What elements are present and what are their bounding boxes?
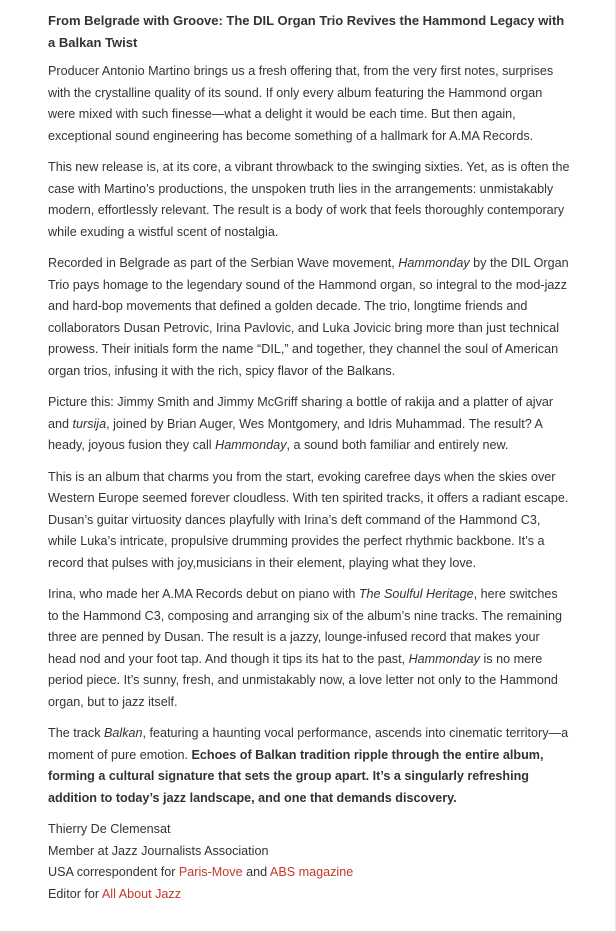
- author-editor: [48, 884, 570, 906]
- paris-move-link[interactable]: Paris-Move: [178, 865, 243, 879]
- soulful-heritage-italic: The Soulful Heritage: [358, 587, 474, 601]
- album-title-italic: Hammonday: [398, 256, 470, 270]
- tursija-italic: tursija: [72, 416, 107, 431]
- all-about-jazz-link[interactable]: All About Jazz: [101, 886, 182, 901]
- bold-conclusion: Echoes of Balkan tradition ripple through the entire album, forming a cultural signature that sets the group apart. It’s a singularly refreshing addition to today’s jazz landscape, and one that demands discovery.: [48, 747, 544, 805]
- text-run: Recorded in Belgrade as part of the Serbian Wave movement,: [48, 256, 399, 270]
- text-run: is no mere period piece. It’s sunny, fresh, and unmistakably now, a love letter not only to the Hammond organ, but to jazz itself.: [48, 651, 558, 709]
- article-body: [48, 10, 570, 905]
- paragraph-picture-this: [48, 392, 570, 457]
- paragraph-balkan: [48, 723, 570, 809]
- abs-magazine-link[interactable]: ABS magazine: [269, 865, 354, 879]
- album-title-italic: Hammonday: [215, 438, 287, 452]
- author-membership: Member at Jazz Journalists Association: [48, 843, 269, 858]
- author-correspondent: [48, 862, 570, 884]
- text-run: The track: [48, 726, 104, 740]
- text-run: Picture this: Jimmy Smith and Jimmy McGriff sharing a bottle of rakija and a platter of ajvar and: [48, 395, 554, 431]
- paragraph-charms: This is an album that charms you from the start, evoking carefree days when the skies over Western Europe seemed forever cloudless. With ten spirited tracks, it offers a radiant escape. Dusan’s guitar virtuosity dances playfully with Irina’s deft command of the Hammond C3, while Luka’s intricate, propulsive drumming provides the perfect rhythmic backbone. It’s a record that pulses with joy,musicians in their element, playing what they love.: [48, 469, 569, 570]
- text-run: , a sound both familiar and entirely new.: [286, 438, 509, 452]
- author-name: Thierry De Clemensat: [48, 822, 171, 836]
- paragraph-belgrade: [48, 253, 570, 382]
- text-run: USA correspondent for: [48, 865, 179, 879]
- text-run: , here switches to the Hammond C3, composing and arranging six of the album’s nine tracks. The remaining three are penned by Dusan. The result is a jazzy, lounge-infused record that makes your head nod and your foot tap. And though it tips its hat to the past,: [48, 587, 563, 666]
- paragraph-intro: Producer Antonio Martino brings us a fresh offering that, from the very first notes, surprises with the crystalline quality of its sound. If only every album featuring the Hammond organ were mixed with such finesse—what a delight it would be each time. But then again, exceptional sound engineering has become something of a hallmark for A.MA Records.: [48, 64, 554, 143]
- text-run: Irina, who made her A.MA Records debut on piano with: [48, 587, 359, 601]
- text-run: , joined by Brian Auger, Wes Montgomery, and Idris Muhammad. The result? A heady, joyous fusion they call: [48, 416, 543, 452]
- text-run: , featuring a haunting vocal performance, ascends into cinematic territory—a moment of pure emotion.: [48, 726, 569, 762]
- text-run: and: [242, 865, 270, 879]
- author-signature: [48, 819, 570, 905]
- album-title-italic: Hammonday: [408, 651, 480, 666]
- text-run: by the DIL Organ Trio pays homage to the legendary sound of the Hammond organ, so integral to the mod-jazz and hard-bop movements that defined a golden decade. The trio, longtime friends and collaborators Dusan Petrovic, Irina Pavlovic, and Luka Jovicic bring more than just technical prowess. Their initials form the name “DIL,” and together, they channel the soul of American organ trios, infusing it with the rich, spicy flavor of the Balkans.: [48, 256, 569, 378]
- paragraph-sixties: This new release is, at its core, a vibrant throwback to the swinging sixties. Yet, as is often the case with Martino’s productions, the unspoken truth lies in the arrangements: unmistakably modern, effortlessly relevant. The result is a body of work that feels thoroughly contemporary while exuding a wistful scent of nostalgia.: [48, 160, 570, 239]
- balkan-track-italic: Balkan: [104, 726, 143, 740]
- article-title: From Belgrade with Groove: The DIL Organ Trio Revives the Hammond Legacy with a Balkan Twist: [48, 13, 565, 50]
- text-run: Editor for: [48, 886, 102, 901]
- paragraph-irina: [48, 584, 570, 713]
